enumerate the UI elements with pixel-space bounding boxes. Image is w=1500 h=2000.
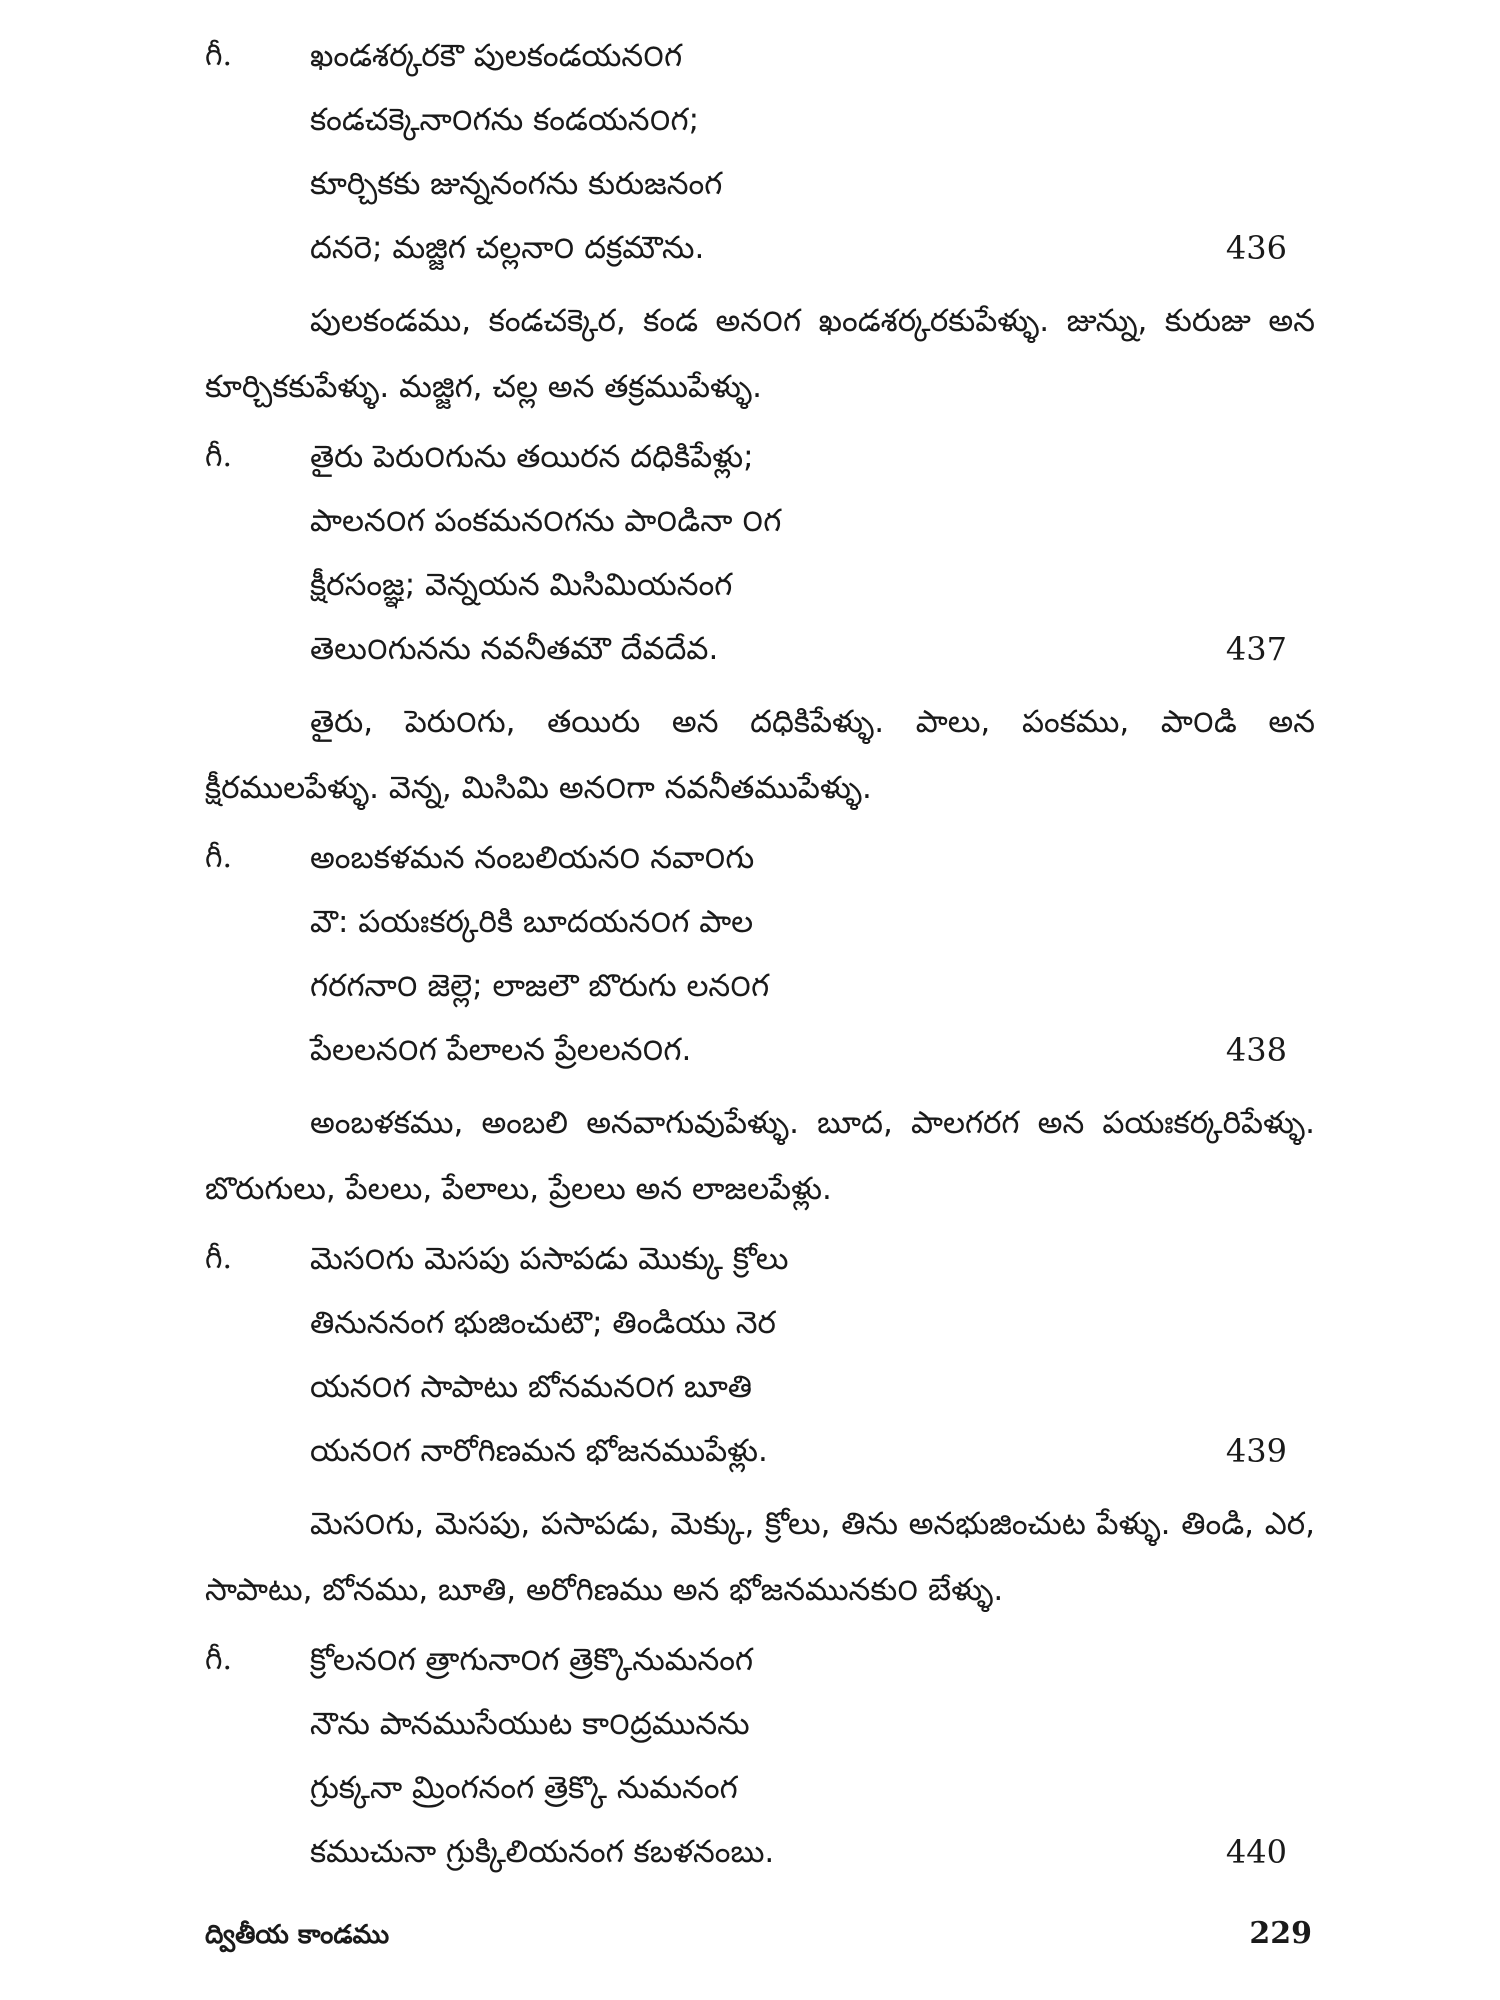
verse: [205, 24, 1315, 280]
verse-line-text: దనరె; మజ్జిగ చల్లనా౦ దక్రమౌను.: [310, 230, 705, 266]
prose-text: మెస౦గు, మెసపు, పసాపడు, మెక్కు, క్రోలు, తిను అనభుజించుట పేళ్ళు. తిండి, ఎర, సాపాటు, బోనము, బూతి, అరోగిణము అన భోజనమునకు౦ బేళ్ళు.: [205, 1506, 1315, 1608]
verse-436-block: [205, 24, 1315, 420]
verse-line: తినుననంగ భుజించుటౌ; తిండియు నెర: [310, 1305, 776, 1341]
page-number: 229: [1249, 1916, 1312, 1951]
verse-line: నౌను పానముసేయుట కా౦ద్రమునను: [310, 1706, 750, 1742]
verse: [205, 1227, 1315, 1483]
verse-line: మెస౦గు మెసపు పసాపడు మొక్కు క్రోలు: [310, 1241, 789, 1277]
verse-line: పాలన౦గ పంకమన౦గను పా౦డినా ౦గ: [310, 503, 782, 539]
verse-line-text: పేలలన౦గ పేలాలన ప్రేలలన౦గ.: [310, 1032, 692, 1068]
verse-meter-tag: గీ.: [205, 1241, 233, 1276]
verse-line: అంబకళమన నంబలియన౦ నవా౦గు: [310, 840, 755, 876]
prose-commentary: [205, 288, 1315, 420]
prose-text: తైరు, పెరు౦గు, తయిరు అన దధికిపేళ్ళు. పాలు, పంకము, పా౦డి అన క్షీరములపేళ్ళు. వెన్న, మిసిమి అన౦గా నవనీతముపేళ్ళు.: [205, 704, 1315, 806]
verse-line: క్షీరసంజ్ఞ; వెన్నయన మిసిమియనంగ: [310, 567, 733, 603]
verse-meter-tag: గీ.: [205, 439, 233, 474]
verse-line: [310, 216, 1315, 280]
verse-438-block: [205, 826, 1315, 1222]
verse-number: 439: [1225, 1432, 1287, 1470]
verse: [205, 425, 1315, 681]
verse-line: గ్రుక్కనా మ్రింగనంగ త్రెక్కొ నుమనంగ: [310, 1770, 738, 1806]
verse-line: [310, 1419, 1315, 1483]
verse-line: [310, 1820, 1315, 1884]
verse-line: [310, 617, 1315, 681]
verse-number: 436: [1225, 229, 1287, 267]
verse-line-text: కముచునా గ్రుక్కిలియనంగ కబళనంబు.: [310, 1834, 775, 1870]
verse-439-block: [205, 1227, 1315, 1623]
verse-number: 437: [1225, 630, 1287, 668]
verse-meter-tag: గీ.: [205, 1642, 233, 1677]
prose-commentary: [205, 1491, 1315, 1623]
verse-437-block: [205, 425, 1315, 821]
verse-line: ఖండశర్కరకౌ పులకండయన౦గ: [310, 38, 683, 74]
prose-text: పులకండము, కండచక్కెర, కండ అన౦గ ఖండశర్కరకుపేళ్ళు. జున్ను, కురుజు అన కూర్చికకుపేళ్ళు. మజ్జిగ, చల్ల అన తక్రముపేళ్ళు.: [205, 303, 1315, 405]
verse-line-text: యన౦గ నారోగిణమన భోజనముపేళ్లు.: [310, 1433, 768, 1469]
verse-line: కండచక్కెనా౦గను కండయన౦గ;: [310, 102, 700, 138]
prose-commentary: [205, 689, 1315, 821]
running-footer-section-title: ద్వితీయ కాండము: [205, 1920, 390, 1950]
verse-line: తైరు పెరు౦గును తయిరన దధికిపేళ్లు;: [310, 439, 754, 475]
verse-440-block: [205, 1628, 1315, 1884]
verse-line: కూర్చికకు జున్ననంగను కురుజనంగ: [310, 166, 723, 202]
verse: [205, 1628, 1315, 1884]
prose-text: అంబళకము, అంబలి అనవాగువుపేళ్ళు. బూద, పాలగరగ అన పయఃకర్కరిపేళ్ళు. బొరుగులు, పేలలు, పేలాలు, ప్రేలలు అన లాజలపేళ్లు.: [205, 1105, 1315, 1207]
verse-number: 438: [1225, 1031, 1287, 1069]
verse-line: [310, 1018, 1315, 1082]
verse: [205, 826, 1315, 1082]
verse-line: క్రోలన౦గ త్రాగునా౦గ త్రెక్కొనుమనంగ: [310, 1642, 754, 1678]
prose-commentary: [205, 1090, 1315, 1222]
verse-meter-tag: గీ.: [205, 38, 233, 73]
verse-line-text: తెలు౦గునను నవనీతమౌ దేవదేవ.: [310, 631, 719, 667]
verse-line: వౌ: పయఃకర్కరికి బూదయన౦గ పాల: [310, 904, 754, 940]
verse-line: గరగనా౦ జెల్లె; లాజలౌ బొరుగు లన౦గ: [310, 968, 770, 1004]
verse-number: 440: [1225, 1833, 1287, 1871]
verse-line: యన౦గ సాపాటు బోనమన౦గ బూతి: [310, 1369, 753, 1405]
verse-meter-tag: గీ.: [205, 840, 233, 875]
